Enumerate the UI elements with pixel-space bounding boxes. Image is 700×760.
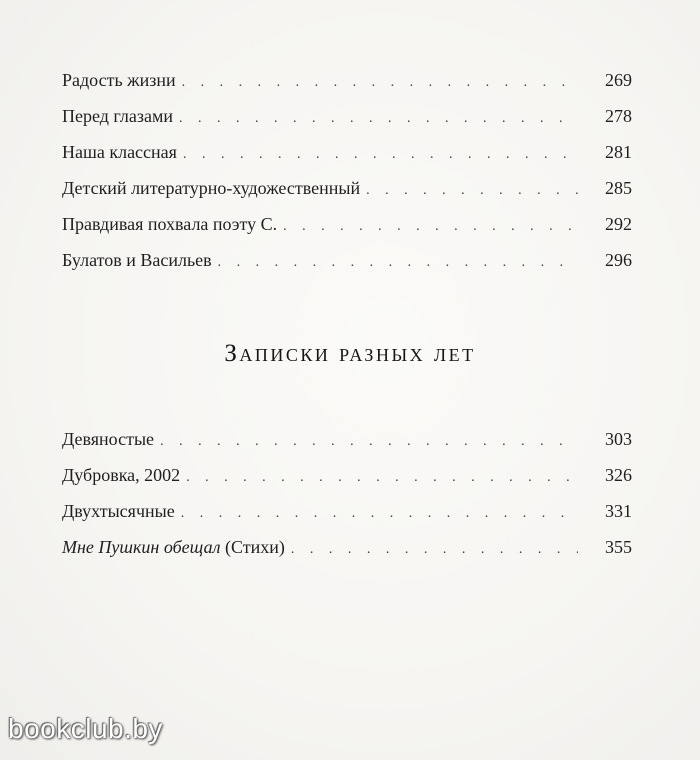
toc-entry-title: Двухтысячные <box>62 501 175 521</box>
toc-leader-dots <box>291 532 578 568</box>
toc-entry-page: 292 <box>605 214 632 234</box>
toc-entry-title: Булатов и Васильев <box>62 250 212 270</box>
toc-entry-page: 326 <box>605 465 632 485</box>
toc-entry-page: 331 <box>605 501 632 521</box>
toc-leader-dots <box>186 460 578 496</box>
toc-entry <box>62 529 632 565</box>
toc-leader-dots <box>183 137 578 173</box>
toc-list-part2 <box>62 421 632 565</box>
toc-entry-page: 278 <box>605 106 632 126</box>
watermark-text: bookclub.by <box>8 713 163 744</box>
toc-entry-page: 355 <box>605 537 632 557</box>
toc-leader-dots <box>181 496 578 532</box>
toc-entry-title-italic: Мне Пушкин обещал <box>62 537 221 557</box>
toc-entry <box>62 98 632 134</box>
toc-entry-page: 303 <box>605 429 632 449</box>
toc-entry <box>62 421 632 457</box>
toc-entry-title-suffix: (Стихи) <box>220 537 285 557</box>
toc-leader-dots <box>179 101 578 137</box>
toc-entry <box>62 62 632 98</box>
toc-entry <box>62 493 632 529</box>
toc-entry-title: Девяностые <box>62 429 155 449</box>
toc-entry-title: Дубровка, 2002 <box>62 465 181 485</box>
toc-entry <box>62 170 632 206</box>
toc-leader-dots <box>218 245 578 281</box>
toc-entry-title: Детский литературно-художественный <box>62 178 361 198</box>
section-heading: Записки разных лет <box>224 340 476 367</box>
toc-entry-page: 296 <box>605 250 632 270</box>
toc-leader-dots <box>182 65 578 101</box>
toc-entry-page: 269 <box>605 70 632 90</box>
toc-leader-dots <box>366 173 578 209</box>
toc-leader-dots <box>283 209 578 245</box>
toc-entry <box>62 134 632 170</box>
toc-entry <box>62 206 632 242</box>
toc-entry-title: Радость жизни <box>62 70 176 90</box>
toc-leader-dots <box>160 424 578 460</box>
toc-entry-title: Наша классная <box>62 142 177 162</box>
toc-list-part1 <box>62 62 632 278</box>
toc-entry <box>62 457 632 493</box>
toc-entry-title <box>62 529 285 565</box>
toc-entry-page: 281 <box>605 142 632 162</box>
toc-entry-title: Перед глазами <box>62 106 173 126</box>
toc-entry <box>62 242 632 278</box>
toc-entry-title: Правдивая похвала поэту С. <box>62 214 278 234</box>
toc-entry-page: 285 <box>605 178 632 198</box>
